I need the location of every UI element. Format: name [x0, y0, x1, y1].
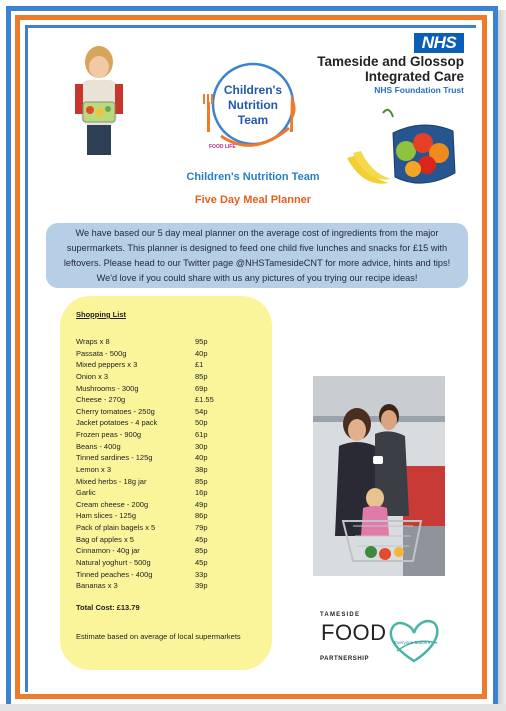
- list-item: [76, 336, 266, 348]
- list-item: [76, 383, 266, 395]
- list-item: [76, 429, 266, 441]
- item-name: Bananas x 3: [76, 581, 118, 591]
- team-title: Children's Nutrition Team: [186, 171, 320, 183]
- org-name-line3: NHS Foundation Trust: [374, 85, 464, 95]
- list-item: [76, 406, 266, 418]
- family-shopping-photo: [313, 376, 445, 576]
- item-name: Mixed peppers x 3: [76, 360, 138, 370]
- item-price: 38p: [195, 464, 208, 474]
- item-name: Beans - 400g: [76, 441, 121, 451]
- list-item: [76, 569, 266, 581]
- list-item: [76, 394, 266, 406]
- item-name: Tinned sardines - 125g: [76, 453, 153, 463]
- food-partnership-line3: PARTNERSHIP: [320, 656, 370, 662]
- item-price: 39p: [195, 581, 208, 591]
- list-item: [76, 499, 266, 511]
- list-item: [76, 545, 266, 557]
- item-price: 69p: [195, 383, 208, 393]
- nhs-logo: NHS: [414, 33, 464, 53]
- food-partnership-line1: TAMESIDE: [320, 612, 361, 618]
- list-item: [76, 417, 266, 429]
- item-name: Lemon x 3: [76, 464, 112, 474]
- item-price: £1.55: [195, 395, 214, 405]
- everyone-matters-text: Everyone Matters: [394, 640, 430, 645]
- page-shadow-right: [498, 10, 506, 711]
- item-name: Ham slices - 125g: [76, 511, 137, 521]
- list-item: [76, 359, 266, 371]
- item-name: Passata - 500g: [76, 348, 127, 358]
- intro-box: [46, 223, 468, 288]
- logo-line2: Nutrition: [228, 98, 278, 112]
- item-price: 45p: [195, 534, 208, 544]
- list-item: [76, 371, 266, 383]
- item-name: Garlic: [76, 488, 96, 498]
- item-name: Bag of apples x 5: [76, 534, 134, 544]
- list-item: [76, 476, 266, 488]
- item-name: Jacket potatoes - 4 pack: [76, 418, 158, 428]
- item-price: 50p: [195, 418, 208, 428]
- list-item: [76, 580, 266, 592]
- item-name: Cinnamon - 40g jar: [76, 546, 140, 556]
- item-price: 16p: [195, 488, 208, 498]
- org-name-line2: Integrated Care: [364, 69, 464, 84]
- child-with-lunchbox-photo: [67, 40, 131, 160]
- food-partnership-line2: FOOD: [321, 620, 387, 645]
- page-shadow-bottom: [0, 704, 506, 711]
- item-price: 30p: [195, 441, 208, 451]
- list-item: [76, 348, 266, 360]
- item-price: 54p: [195, 406, 208, 416]
- item-price: £1: [195, 360, 204, 370]
- item-name: Pack of plain bagels x 5: [76, 523, 156, 532]
- item-price: 85p: [195, 476, 208, 486]
- planner-title: Five Day Meal Planner: [194, 194, 312, 206]
- item-price: 45p: [195, 557, 208, 567]
- item-price: 95p: [195, 337, 208, 346]
- list-item: [76, 522, 266, 534]
- item-name: Cherry tomatoes - 250g: [76, 406, 155, 416]
- list-item: [76, 557, 266, 569]
- item-price: 40p: [195, 453, 208, 463]
- item-name: Tinned peaches - 400g: [76, 569, 153, 579]
- item-name: Onion x 3: [76, 371, 109, 381]
- logo-line3: Team: [237, 113, 269, 127]
- item-price: 40p: [195, 348, 208, 358]
- org-name-line1: Tameside and Glossop: [317, 54, 464, 69]
- item-price: 86p: [195, 511, 208, 521]
- intro-text: We have based our 5 day meal planner on the average cost of ingredients from the major supermarkets. This planner is designed to feed one child five lunches and snacks for £15 with leftovers. Please head to our Twitter page @NHSTamesideCNT for more advice, hints and tips! We'd love if you could share with us any pictures of you trying our recipe ideas!: [63, 228, 451, 283]
- list-item: [76, 487, 266, 499]
- item-name: Mixed herbs - 18g jar: [76, 476, 147, 486]
- logo-tagline: FOOD LIFE: [209, 144, 236, 150]
- list-item: [76, 441, 266, 453]
- item-name: Wraps x 8: [76, 337, 110, 346]
- item-price: 85p: [195, 546, 208, 556]
- item-price: 85p: [195, 371, 208, 381]
- childrens-nutrition-team-logo: [199, 58, 303, 162]
- shopping-list-title: Shopping List: [76, 310, 126, 319]
- list-item: [76, 464, 266, 476]
- list-item: [76, 452, 266, 464]
- estimate-note: Estimate based on average of local supermarkets: [76, 632, 241, 641]
- list-item: [76, 510, 266, 522]
- item-price: 79p: [195, 523, 208, 532]
- item-price: 61p: [195, 430, 208, 439]
- total-cost: Total Cost: £13.79: [76, 603, 140, 612]
- list-item: [76, 534, 266, 546]
- shopping-list: [76, 336, 266, 592]
- logo-line1: Children's: [223, 83, 283, 97]
- item-price: 49p: [195, 499, 208, 509]
- item-name: Mushrooms - 300g: [76, 383, 139, 393]
- item-name: Natural yoghurt - 500g: [76, 557, 151, 567]
- item-name: Cheese - 270g: [76, 395, 126, 405]
- item-price: 33p: [195, 569, 208, 579]
- item-name: Frozen peas - 900g: [76, 430, 142, 439]
- item-name: Cream cheese - 200g: [76, 499, 149, 509]
